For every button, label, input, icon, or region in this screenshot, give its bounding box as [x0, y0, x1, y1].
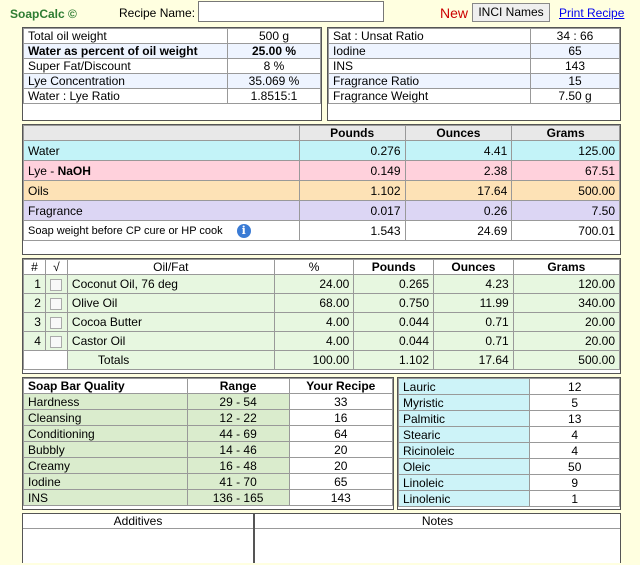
quality-row — [24, 490, 393, 506]
quality-row — [24, 442, 393, 458]
results-pounds: 0.276 — [299, 141, 405, 161]
fatty-acid-name: Palmitic — [399, 411, 530, 427]
fatty-acid-row — [399, 411, 620, 427]
oil-row — [24, 275, 620, 294]
results-header-grams: Grams — [512, 126, 620, 141]
results-label — [24, 221, 300, 241]
settings-row — [24, 74, 321, 89]
oil-checkbox-cell — [45, 275, 67, 294]
settings-row — [329, 89, 620, 104]
settings-row — [329, 29, 620, 44]
oils-header-check: √ — [45, 260, 67, 275]
inci-names-button[interactable]: INCI Names — [472, 3, 550, 22]
setting-value[interactable]: 25.00 % — [228, 44, 321, 59]
oils-panel — [22, 258, 621, 374]
soap-quality-panel — [22, 377, 394, 510]
setting-label: Fragrance Weight — [329, 89, 531, 104]
fatty-acid-name: Linoleic — [399, 475, 530, 491]
fatty-acids-table — [398, 378, 620, 507]
results-header-pounds: Pounds — [299, 126, 405, 141]
fatty-acid-value: 9 — [530, 475, 620, 491]
results-header-ounces: Ounces — [405, 126, 512, 141]
results-ounces: 17.64 — [405, 181, 512, 201]
results-row — [24, 181, 620, 201]
fatty-acid-value: 4 — [530, 443, 620, 459]
fatty-acid-value: 13 — [530, 411, 620, 427]
oil-pounds: 0.044 — [354, 313, 434, 332]
settings-row — [24, 44, 321, 59]
oil-grams: 120.00 — [513, 275, 619, 294]
oil-number: 4 — [24, 332, 46, 351]
fatty-acid-name: Stearic — [399, 427, 530, 443]
oils-table — [23, 259, 620, 370]
quality-range: 41 - 70 — [187, 474, 289, 490]
fatty-acid-row — [399, 427, 620, 443]
oil-name[interactable]: Castor Oil — [67, 332, 274, 351]
notes-label: Notes — [255, 514, 620, 529]
results-grams: 500.00 — [512, 181, 620, 201]
quality-value: 20 — [289, 458, 392, 474]
oil-name[interactable]: Cocoa Butter — [67, 313, 274, 332]
oil-percent[interactable]: 4.00 — [274, 332, 354, 351]
quality-header-recipe: Your Recipe — [289, 379, 392, 394]
settings-row — [329, 74, 620, 89]
results-ounces: 24.69 — [405, 221, 512, 241]
settings-row — [24, 59, 321, 74]
additives-label: Additives — [23, 514, 253, 529]
quality-header-name: Soap Bar Quality — [24, 379, 188, 394]
results-pounds: 0.017 — [299, 201, 405, 221]
settings-row — [24, 29, 321, 44]
results-ounces: 2.38 — [405, 161, 512, 181]
oil-totals-row — [24, 351, 620, 370]
results-ounces: 0.26 — [405, 201, 512, 221]
setting-label: Fragrance Ratio — [329, 74, 531, 89]
quality-value: 65 — [289, 474, 392, 490]
fatty-acid-name: Linolenic — [399, 491, 530, 507]
setting-label: Iodine — [329, 44, 531, 59]
notes-textarea[interactable] — [255, 529, 620, 565]
fatty-acid-name: Myristic — [399, 395, 530, 411]
fatty-acid-row — [399, 395, 620, 411]
fatty-acid-row — [399, 475, 620, 491]
oil-ounces: 0.71 — [434, 313, 514, 332]
oil-grams: 20.00 — [513, 332, 619, 351]
setting-value: 143 — [531, 59, 620, 74]
fatty-acids-panel — [397, 377, 621, 510]
oil-number: 1 — [24, 275, 46, 294]
results-grams: 125.00 — [512, 141, 620, 161]
settings-right-table — [328, 28, 620, 104]
quality-name: Iodine — [24, 474, 188, 490]
header-bar — [0, 0, 640, 26]
oil-grams: 340.00 — [513, 294, 619, 313]
setting-label: Lye Concentration — [24, 74, 228, 89]
lye-type-label: NaOH — [57, 163, 91, 178]
results-label-text: Lye - — [28, 163, 58, 178]
settings-row — [329, 59, 620, 74]
setting-value[interactable]: 500 g — [228, 29, 321, 44]
results-row — [24, 141, 620, 161]
settings-right-panel — [327, 27, 621, 121]
brand-logo: SoapCalc © — [10, 7, 77, 21]
print-recipe-link[interactable]: Print Recipe — [559, 6, 625, 20]
fatty-acid-value: 50 — [530, 459, 620, 475]
quality-row — [24, 410, 393, 426]
setting-value[interactable]: 1.8515:1 — [228, 89, 321, 104]
results-label — [24, 141, 300, 161]
quality-value: 143 — [289, 490, 392, 506]
results-pounds: 0.149 — [299, 161, 405, 181]
oil-pounds: 0.750 — [354, 294, 434, 313]
oil-number: 2 — [24, 294, 46, 313]
fatty-acid-value: 4 — [530, 427, 620, 443]
quality-row — [24, 474, 393, 490]
oil-pounds: 0.044 — [354, 332, 434, 351]
quality-header-range: Range — [187, 379, 289, 394]
quality-name: Creamy — [24, 458, 188, 474]
oils-header-ounces: Ounces — [434, 260, 514, 275]
oil-row — [24, 313, 620, 332]
totals-grams: 500.00 — [513, 351, 619, 370]
fatty-acid-row — [399, 443, 620, 459]
oil-percent[interactable]: 24.00 — [274, 275, 354, 294]
oil-pounds: 0.265 — [354, 275, 434, 294]
oil-checkbox-cell — [45, 313, 67, 332]
fatty-acid-name: Ricinoleic — [399, 443, 530, 459]
oil-checkbox[interactable] — [50, 279, 62, 291]
quality-range: 136 - 165 — [187, 490, 289, 506]
setting-value: 34 : 66 — [531, 29, 620, 44]
oil-percent[interactable]: 68.00 — [274, 294, 354, 313]
results-label-text: Oils — [28, 183, 49, 198]
results-label — [24, 201, 300, 221]
results-header-blank — [24, 126, 300, 141]
results-row — [24, 221, 620, 241]
quality-row — [24, 458, 393, 474]
oil-checkbox[interactable] — [50, 317, 62, 329]
results-pounds: 1.102 — [299, 181, 405, 201]
oil-name[interactable]: Coconut Oil, 76 deg — [67, 275, 274, 294]
settings-row — [24, 89, 321, 104]
oil-grams: 20.00 — [513, 313, 619, 332]
quality-name: Hardness — [24, 394, 188, 410]
oil-number: 3 — [24, 313, 46, 332]
oil-percent[interactable]: 4.00 — [274, 313, 354, 332]
totals-label: Totals — [67, 351, 274, 370]
oils-header-num: # — [24, 260, 46, 275]
setting-value: 65 — [531, 44, 620, 59]
setting-label: Sat : Unsat Ratio — [329, 29, 531, 44]
totals-ounces: 17.64 — [434, 351, 514, 370]
oil-checkbox[interactable] — [50, 336, 62, 348]
oil-row — [24, 332, 620, 351]
totals-pounds: 1.102 — [354, 351, 434, 370]
info-icon[interactable]: i — [237, 224, 251, 238]
oil-checkbox-cell — [45, 294, 67, 313]
recipe-name-input[interactable] — [198, 1, 384, 22]
fatty-acid-value: 1 — [530, 491, 620, 507]
quality-name: Cleansing — [24, 410, 188, 426]
results-grams: 7.50 — [512, 201, 620, 221]
oil-row — [24, 294, 620, 313]
fatty-acid-value: 12 — [530, 379, 620, 395]
oil-ounces: 11.99 — [434, 294, 514, 313]
setting-label: INS — [329, 59, 531, 74]
setting-label: Super Fat/Discount — [24, 59, 228, 74]
new-recipe-link[interactable]: New — [440, 5, 469, 21]
quality-value: 16 — [289, 410, 392, 426]
oil-name[interactable]: Olive Oil — [67, 294, 274, 313]
oils-header-grams: Grams — [513, 260, 619, 275]
oil-ounces: 0.71 — [434, 332, 514, 351]
setting-value: 15 — [531, 74, 620, 89]
fatty-acid-value: 5 — [530, 395, 620, 411]
quality-value: 20 — [289, 442, 392, 458]
results-pounds: 1.543 — [299, 221, 405, 241]
quality-value: 33 — [289, 394, 392, 410]
settings-left-table — [23, 28, 321, 104]
oil-ounces: 4.23 — [434, 275, 514, 294]
results-panel — [22, 124, 621, 255]
results-label — [24, 181, 300, 201]
quality-range: 44 - 69 — [187, 426, 289, 442]
setting-value[interactable]: 8 % — [228, 59, 321, 74]
setting-label: Water as percent of oil weight — [24, 44, 228, 59]
quality-row — [24, 394, 393, 410]
results-label-text: Soap weight before CP cure or HP cook — [28, 224, 223, 237]
settings-row — [329, 44, 620, 59]
setting-label: Total oil weight — [24, 29, 228, 44]
results-grams: 700.01 — [512, 221, 620, 241]
totals-blank — [24, 351, 68, 370]
results-label — [24, 161, 300, 181]
quality-range: 16 - 48 — [187, 458, 289, 474]
oils-header-percent: % — [274, 260, 354, 275]
quality-range: 12 - 22 — [187, 410, 289, 426]
oil-checkbox-cell — [45, 332, 67, 351]
results-ounces: 4.41 — [405, 141, 512, 161]
setting-value[interactable]: 35.069 % — [228, 74, 321, 89]
quality-name: Conditioning — [24, 426, 188, 442]
fatty-acid-name: Oleic — [399, 459, 530, 475]
oils-header-pounds: Pounds — [354, 260, 434, 275]
additives-panel — [22, 513, 254, 563]
additives-textarea[interactable] — [23, 529, 253, 565]
quality-name: Bubbly — [24, 442, 188, 458]
fatty-acid-name: Lauric — [399, 379, 530, 395]
results-label-text: Water — [28, 143, 60, 158]
setting-label: Water : Lye Ratio — [24, 89, 228, 104]
notes-panel — [254, 513, 621, 563]
settings-left-panel — [22, 27, 322, 121]
fatty-acid-row — [399, 491, 620, 507]
results-grams: 67.51 — [512, 161, 620, 181]
recipe-name-label: Recipe Name: — [119, 6, 196, 20]
quality-value: 64 — [289, 426, 392, 442]
fatty-acid-row — [399, 459, 620, 475]
results-table — [23, 125, 620, 241]
quality-range: 29 - 54 — [187, 394, 289, 410]
fatty-acid-row — [399, 379, 620, 395]
quality-row — [24, 426, 393, 442]
soap-quality-table — [23, 378, 393, 506]
results-row — [24, 161, 620, 181]
quality-name: INS — [24, 490, 188, 506]
results-row — [24, 201, 620, 221]
totals-percent: 100.00 — [274, 351, 354, 370]
setting-value: 7.50 g — [531, 89, 620, 104]
quality-range: 14 - 46 — [187, 442, 289, 458]
results-label-text: Fragrance — [28, 203, 83, 218]
oil-checkbox[interactable] — [50, 298, 62, 310]
oils-header-name: Oil/Fat — [67, 260, 274, 275]
